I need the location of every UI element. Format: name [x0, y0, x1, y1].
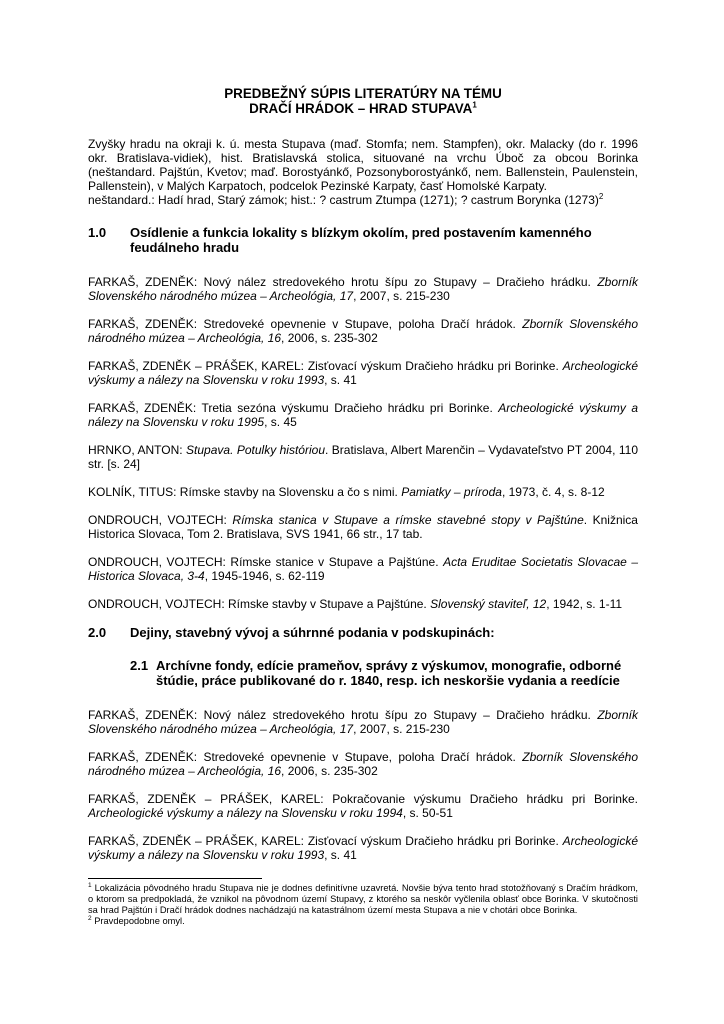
intro-names-line: [88, 193, 638, 207]
entry-source: Pamiatky – príroda: [401, 485, 502, 499]
section-2-number: 2.0: [88, 625, 107, 640]
entry-details: , s. 41: [324, 848, 357, 862]
entry-author: KOLNÍK, TITUS:: [88, 485, 177, 499]
footnote-text: Pravdepodobne omyl.: [91, 916, 185, 926]
title-line-2-text: DRAČÍ HRÁDOK – HRAD STUPAVA: [249, 101, 473, 116]
entry-author: FARKAŠ, ZDENĚK:: [88, 401, 197, 415]
entry-source: Stupava. Potulky históriou: [186, 443, 325, 457]
bibliography-entry: [88, 485, 638, 499]
bibliography-entry: [88, 317, 638, 345]
bibliography-entry: [88, 513, 638, 541]
section-1-bibliography: [88, 275, 638, 611]
footnote: [88, 916, 638, 927]
entry-author: ONDROUCH, VOJTECH:: [88, 513, 227, 527]
footnote-ref-1[interactable]: 1: [472, 100, 477, 110]
title-line-1: PREDBEŽNÝ SÚPIS LITERATÚRY NA TÉMU: [224, 86, 502, 101]
entry-details: . Knižnica Historica Slovaca, Tom 2. Bratislava, SVS 1941, 66 str., 17 tab.: [88, 513, 638, 541]
entry-author: FARKAŠ, ZDENĚK:: [88, 275, 198, 289]
entry-author: FARKAŠ, ZDENĚK:: [88, 317, 198, 331]
entry-source: Archeologické výskumy a nálezy na Slovensku v roku 1994: [88, 806, 403, 820]
entry-source: Archeologické výskumy a nálezy na Slovensku v roku 1993: [88, 834, 638, 862]
bibliography-entry: [88, 443, 638, 471]
entry-source: Archeologické výskumy a nálezy na Slovensku v roku 1993: [88, 359, 638, 387]
title-line-2: [88, 101, 638, 116]
document-title: [88, 86, 638, 116]
entry-source: Acta Eruditae Societatis Slovacae – Historica Slovaca, 3-4: [88, 555, 638, 583]
entry-details: , 2006, s. 235-302: [281, 764, 378, 778]
entry-details: . Bratislava, Albert Marenčin – Vydavateľstvo PT 2004, 110 str. [s. 24]: [88, 443, 638, 471]
entry-source: Rímska stanica v Stupave a rímske stavebné stopy v Pajštúne: [232, 513, 584, 527]
entry-details: , s. 41: [324, 373, 357, 387]
entry-title: Zisťovací výskum Dračieho hrádku pri Borinke.: [304, 359, 563, 373]
footnote-divider: [88, 878, 262, 879]
entry-author: FARKAŠ, ZDENĚK:: [88, 750, 198, 764]
section-2-1-heading: [88, 658, 638, 688]
entry-source: Zborník Slovenského národného múzea – Archeológia, 17: [88, 275, 638, 303]
entry-title: Stredoveké opevnenie v Stupave, poloha Dračí hrádok.: [197, 317, 523, 331]
section-2-heading: [88, 625, 638, 640]
section-2-title: Dejiny, stavebný vývoj a súhrnné podania v podskupinách:: [130, 625, 495, 640]
entry-details: , s. 50-51: [402, 806, 453, 820]
entry-author: ONDROUCH, VOJTECH:: [88, 597, 225, 611]
footnotes: [88, 878, 638, 927]
section-2-1-bibliography: [88, 708, 638, 862]
bibliography-entry: [88, 597, 638, 611]
entry-details: , 1973, č. 4, s. 8-12: [501, 485, 605, 499]
bibliography-entry: [88, 275, 638, 303]
bibliography-entry: [88, 401, 638, 429]
entry-details: , 2006, s. 235-302: [281, 331, 378, 345]
footnote-list: [88, 883, 638, 927]
intro-names-text: neštandard.: Hadí hrad, Starý zámok; hist.: ? castrum Ztumpa (1271); ? castrum Borynka (1273): [88, 193, 599, 207]
entry-title: Rímske stanice v Stupave a Pajštúne.: [225, 555, 444, 569]
bibliography-entry: [88, 708, 638, 736]
entry-title: Nový nález stredovekého hrotu šípu zo Stupavy – Dračieho hrádku.: [197, 708, 598, 722]
entry-title: Tretia sezóna výskumu Dračieho hrádku pri Borinke.: [196, 401, 499, 415]
footnote-number: 1: [88, 881, 92, 889]
bibliography-entry: [88, 792, 638, 820]
entry-author: FARKAŠ, ZDENĚK – PRÁŠEK, KAREL:: [88, 792, 324, 806]
bibliography-entry: [88, 750, 638, 778]
entry-title: Pokračovanie výskumu Dračieho hrádku pri Borinke.: [323, 792, 638, 806]
section-1-heading: [88, 225, 638, 255]
entry-author: ONDROUCH, VOJTECH:: [88, 555, 226, 569]
intro-text: Zvyšky hradu na okraji k. ú. mesta Stupava (maď. Stomfa; nem. Stampfen), okr. Malacky (do r. 1996 okr. Bratislava-vidiek), hist. Bratislavská stolica, situované na vrchu Úboč za obcou Borinka (neštandard. Pajštún, Kvetov; maď. Borostyánkő, Pozsonyborostyánkő, nem. Ballenstein, Paulenstein, Pallenstein), v Malých Karpatoch, podcelok Pezinské Karpaty, časť Homolské Karpaty.: [88, 137, 638, 193]
footnote-text: Lokalizácia pôvodného hradu Stupava nie je dodnes definitívne uzavretá. Novšie býva tento hrad stotožňovaný s Dračím hrádkom, o ktorom sa predpokladá, že vznikol na pôvodnom území Stupavy, z ktorého sa neskôr vyčlenila oblasť obce Borinka. V skutočnosti sa hrad Pajštún i Dračí hrádok dodnes nachádzajú na katastrálnom území mesta Stupava a nie v chotári obce Borinka.: [88, 883, 638, 915]
bibliography-entry: [88, 555, 638, 583]
entry-author: FARKAŠ, ZDENĚK – PRÁŠEK, KAREL:: [88, 359, 304, 373]
entry-title: Stredoveké opevnenie v Stupave, poloha Dračí hrádok.: [197, 750, 523, 764]
entry-details: , 2007, s. 215-230: [353, 289, 450, 303]
entry-author: HRNKO, ANTON:: [88, 443, 183, 457]
footnote-ref-2[interactable]: 2: [598, 192, 604, 201]
entry-title: Zisťovací výskum Dračieho hrádku pri Borinke.: [304, 834, 563, 848]
bibliography-entry: [88, 834, 638, 862]
entry-title: Rímske stavby na Slovensku a čo s nimi.: [176, 485, 402, 499]
footnote: [88, 883, 638, 916]
entry-author: FARKAŠ, ZDENĚK:: [88, 708, 198, 722]
bibliography-entry: [88, 359, 638, 387]
section-1-number: 1.0: [88, 225, 107, 240]
entry-source: Zborník Slovenského národného múzea – Archeológia, 16: [88, 750, 639, 778]
entry-details: , 2007, s. 215-230: [353, 722, 450, 736]
entry-author: FARKAŠ, ZDENĚK – PRÁŠEK, KAREL:: [88, 834, 304, 848]
section-2-1-number: 2.1: [130, 658, 149, 673]
footnote-number: 2: [88, 914, 92, 922]
entry-details: , s. 45: [264, 415, 297, 429]
entry-details: , 1942, s. 1-11: [546, 597, 623, 611]
entry-source: Slovenský staviteľ, 12: [430, 597, 547, 611]
intro-paragraph: [88, 137, 638, 207]
section-2-1-title: Archívne fondy, edície prameňov, správy z výskumov, monografie, odborné štúdie, práce publikované do r. 1840, resp. ich neskoršie vydania a reedície: [156, 658, 622, 688]
entry-details: , 1945-1946, s. 62-119: [204, 569, 325, 583]
entry-source: Zborník Slovenského národného múzea – Archeológia, 17: [88, 708, 638, 736]
section-1-title: Osídlenie a funkcia lokality s blízkym okolím, pred postavením kamenného feudálneho hradu: [130, 225, 592, 255]
entry-source: Zborník Slovenského národného múzea – Archeológia, 16: [88, 317, 639, 345]
entry-title: Nový nález stredovekého hrotu šípu zo Stupavy – Dračieho hrádku.: [197, 275, 598, 289]
entry-source: Archeologické výskumy a nálezy na Slovensku v roku 1995: [88, 401, 638, 429]
document-body: [88, 86, 638, 876]
entry-title: Rímske stavby v Stupave a Pajštúne.: [224, 597, 431, 611]
